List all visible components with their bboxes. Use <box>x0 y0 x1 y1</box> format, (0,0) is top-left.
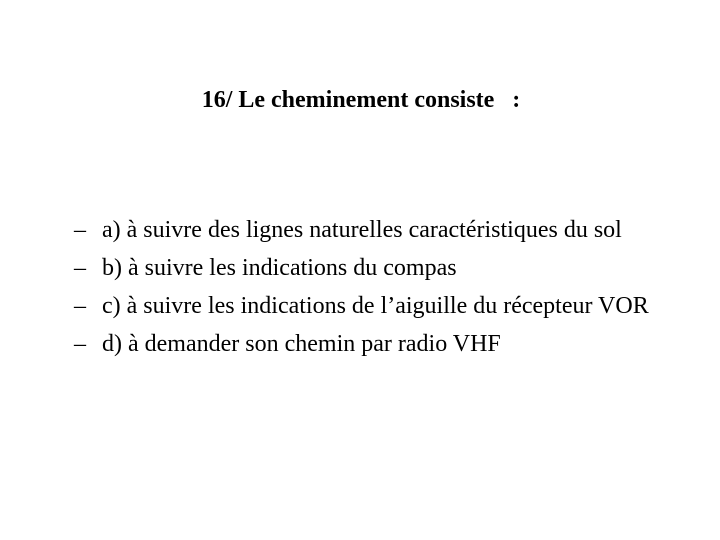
answer-option-text: c) à suivre les indications de l’aiguille du récepteur VOR <box>102 293 649 319</box>
question-title: 16/ Le cheminement consiste : <box>201 87 521 113</box>
answer-option-text: d) à demander son chemin par radio VHF <box>102 331 501 357</box>
bullet-dash-icon: – <box>74 331 86 357</box>
bullet-dash-icon: – <box>74 217 86 243</box>
answer-option-a[interactable] <box>74 211 694 249</box>
bullet-dash-icon: – <box>74 255 86 281</box>
answer-option-d[interactable] <box>74 325 694 363</box>
answer-option-b[interactable] <box>74 249 694 287</box>
answer-option-text: a) à suivre des lignes naturelles caractéristiques du sol <box>102 217 622 243</box>
answer-options-list <box>74 211 694 363</box>
bullet-dash-icon: – <box>74 293 86 319</box>
answer-option-c[interactable] <box>74 287 694 325</box>
answer-option-text: b) à suivre les indications du compas <box>102 255 457 281</box>
